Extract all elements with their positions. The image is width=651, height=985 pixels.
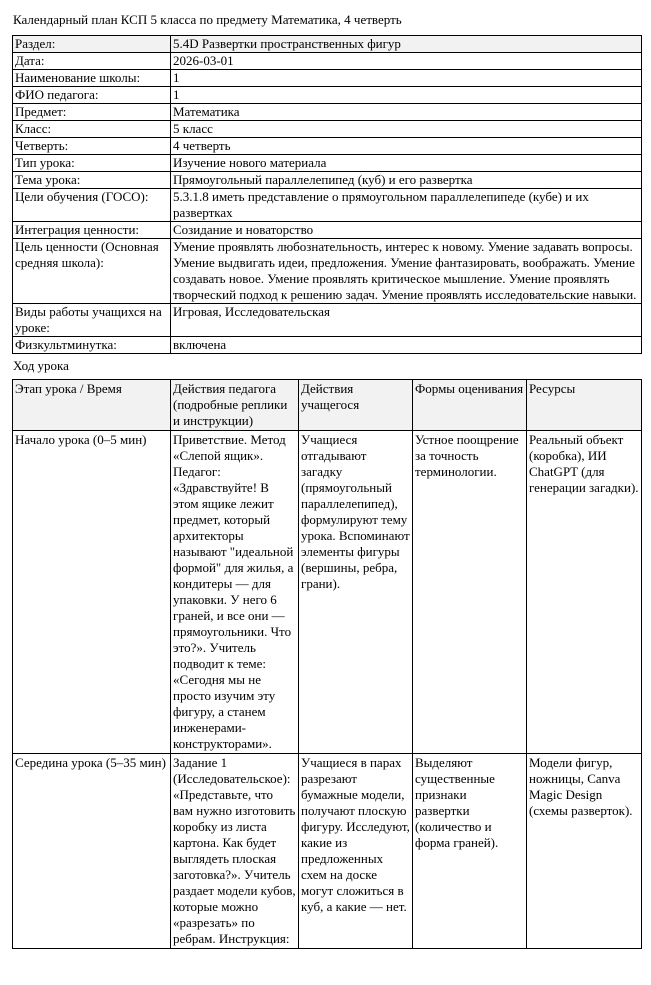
lesson-row	[13, 754, 642, 949]
info-label: Виды работы учащихся на уроке:	[13, 304, 171, 337]
info-value: 1	[171, 70, 642, 87]
info-label: Цели обучения (ГОСО):	[13, 189, 171, 222]
info-label: Предмет:	[13, 104, 171, 121]
info-row	[13, 138, 642, 155]
lesson-cell: Устное поощрение за точность терминологии.	[413, 431, 527, 754]
info-row	[13, 87, 642, 104]
info-row	[13, 222, 642, 239]
info-value: Изучение нового материала	[171, 155, 642, 172]
column-header: Действия учащегося	[299, 380, 413, 431]
column-header: Формы оценивания	[413, 380, 527, 431]
info-label: Наименование школы:	[13, 70, 171, 87]
info-label: Класс:	[13, 121, 171, 138]
lesson-cell: Учащиеся в парах разрезают бумажные модели, получают плоскую фигуру. Исследуют, какие из предложенных схем на доске могут сложиться в куб, а какие — нет.	[299, 754, 413, 949]
info-value: 4 четверть	[171, 138, 642, 155]
info-row	[13, 121, 642, 138]
info-label: ФИО педагога:	[13, 87, 171, 104]
info-label: Дата:	[13, 53, 171, 70]
column-header: Ресурсы	[527, 380, 642, 431]
lesson-row	[13, 431, 642, 754]
info-row	[13, 337, 642, 354]
info-value: 5.4D Развертки пространственных фигур	[171, 36, 642, 53]
info-value: 2026-03-01	[171, 53, 642, 70]
lesson-cell: Реальный объект (коробка), ИИ ChatGPT (для генерации загадки).	[527, 431, 642, 754]
info-value: включена	[171, 337, 642, 354]
lesson-cell: Середина урока (5–35 мин)	[13, 754, 171, 949]
info-value: Математика	[171, 104, 642, 121]
info-row	[13, 172, 642, 189]
lesson-plan-table	[12, 379, 642, 949]
lesson-cell: Приветствие. Метод «Слепой ящик». Педагог: «Здравствуйте! В этом ящике лежит предмет, который архитекторы называют "идеальной формой" для жилья, а кондитеры — для упаковки. У него 6 граней, и все они — прямоугольники. Что это?». Учитель подводит к теме: «Сегодня мы не просто изучим эту фигуру, а станем инженерами-конструкторами».	[171, 431, 299, 754]
info-label: Тип урока:	[13, 155, 171, 172]
info-row	[13, 53, 642, 70]
info-label: Четверть:	[13, 138, 171, 155]
info-row	[13, 304, 642, 337]
info-row	[13, 70, 642, 87]
column-header: Этап урока / Время	[13, 380, 171, 431]
info-value: Созидание и новаторство	[171, 222, 642, 239]
info-row	[13, 239, 642, 304]
info-value: 5.3.1.8 иметь представление о прямоугольном параллелепипеде (кубе) и их развертках	[171, 189, 642, 222]
info-value: 1	[171, 87, 642, 104]
info-label: Физкультминутка:	[13, 337, 171, 354]
info-row	[13, 104, 642, 121]
lesson-cell: Учащиеся отгадывают загадку (прямоугольный параллелепипед), формулируют тему урока. Вспоминают элементы фигуры (вершины, ребра, грани).	[299, 431, 413, 754]
lesson-info-table	[12, 35, 642, 354]
lesson-cell: Выделяют существенные признаки развертки (количество и форма граней).	[413, 754, 527, 949]
info-value: Прямоугольный параллелепипед (куб) и его развертка	[171, 172, 642, 189]
info-row	[13, 36, 642, 53]
lesson-header-row	[13, 380, 642, 431]
info-label: Интеграция ценности:	[13, 222, 171, 239]
column-header: Действия педагога (подробные реплики и инструкции)	[171, 380, 299, 431]
lesson-cell: Модели фигур, ножницы, Canva Magic Design (схемы разверток).	[527, 754, 642, 949]
page-title: Календарный план КСП 5 класса по предмету Математика, 4 четверть	[13, 12, 402, 27]
lesson-cell: Начало урока (0–5 мин)	[13, 431, 171, 754]
info-label: Тема урока:	[13, 172, 171, 189]
info-label: Раздел:	[13, 36, 171, 53]
info-label: Цель ценности (Основная средняя школа):	[13, 239, 171, 304]
info-value: Умение проявлять любознательность, интерес к новому. Умение задавать вопросы. Умение выдвигать идеи, предложения. Умение фантазировать, воображать. Умение создавать новое. Умение проявлять критическое мышление. Умение проявлять творческий подход к решению задач. Умение проявлять исследовательские навыки.	[171, 239, 642, 304]
lesson-progress-label: Ход урока	[13, 358, 69, 373]
info-row	[13, 155, 642, 172]
info-row	[13, 189, 642, 222]
lesson-cell: Задание 1 (Исследовательское): «Представьте, что вам нужно изготовить коробку из листа картона. Как будет выглядеть плоская заготовка?». Учитель раздает модели кубов, которые можно «разрезать» по ребрам. Инструкция:	[171, 754, 299, 949]
info-value: 5 класс	[171, 121, 642, 138]
info-value: Игровая, Исследовательская	[171, 304, 642, 337]
